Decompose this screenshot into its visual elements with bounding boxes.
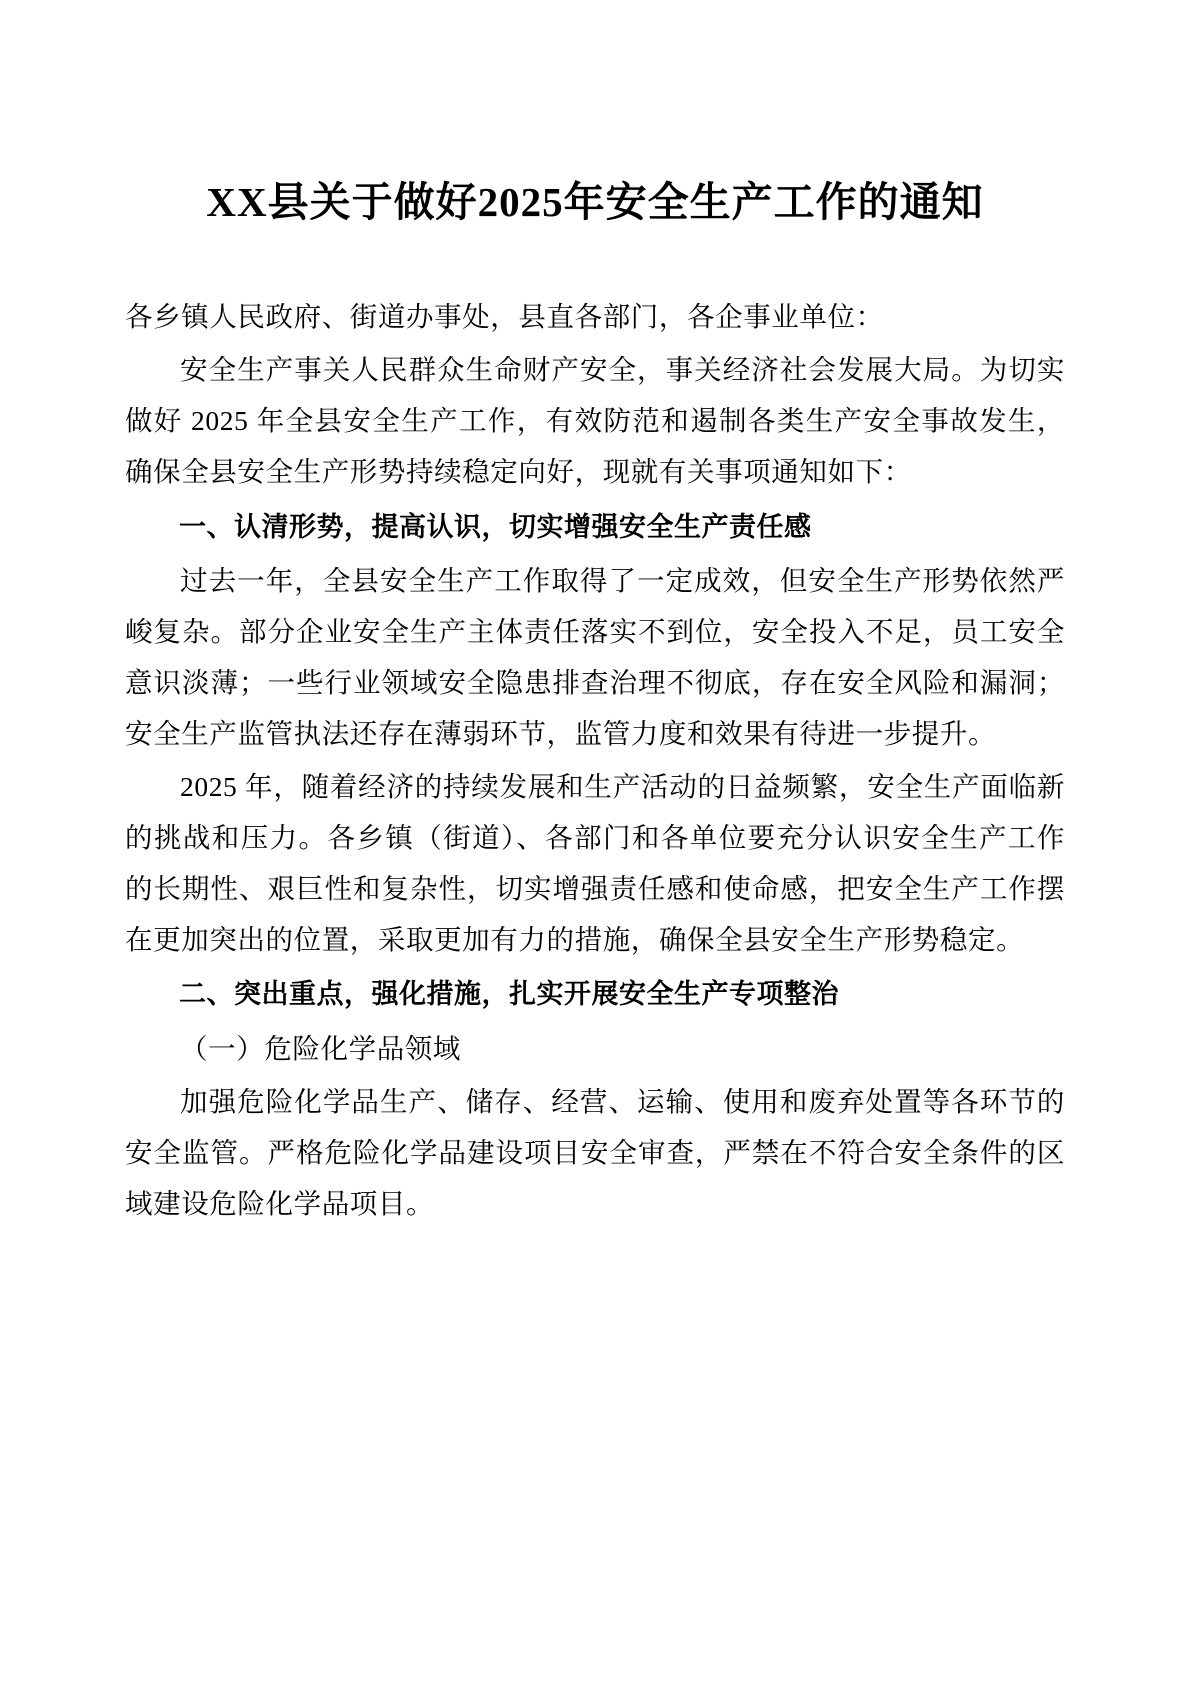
addressee-line: 各乡镇人民政府、街道办事处，县直各部门，各企事业单位： — [125, 301, 884, 333]
section-two-paragraph-1: 加强危险化学品生产、储存、经营、运输、使用和废弃处置等各环节的安全监管。严格危险化学品建设项目安全审查，严禁在不符合安全条件的区域建设危险化学品项目。 — [125, 1085, 1065, 1219]
page-title: XX县关于做好2025年安全生产工作的通知 — [206, 179, 984, 225]
section-heading-one: 一、认清形势，提高认识，切实增强安全生产责任感 — [179, 511, 812, 543]
subsection-heading-one: （一）危险化学品领域 — [180, 1033, 461, 1065]
intro-paragraph: 安全生产事关人民群众生命财产安全，事关经济社会发展大局。为切实做好 2025 年全县安全生产工作，有效防范和遏制各类生产安全事故发生，确保全县安全生产形势持续稳定向好，现就有关事项通知如下： — [125, 354, 1065, 487]
section-one-paragraph-2: 2025 年，随着经济的持续发展和生产活动的日益频繁，安全生产面临新的挑战和压力。各乡镇（街道）、各部门和各单位要充分认识安全生产工作的长期性、艰巨性和复杂性，切实增强责任感和使命感，把安全生产工作摆在更加突出的位置，采取更加有力的措施，确保全县安全生产形势稳定。 — [125, 770, 1065, 955]
section-one-paragraph-1: 过去一年，全县安全生产工作取得了一定成效，但安全生产形势依然严峻复杂。部分企业安全生产主体责任落实不到位，安全投入不足，员工安全意识淡薄；一些行业领域安全隐患排查治理不彻底，存在安全风险和漏洞；安全生产监管执法还存在薄弱环节，监管力度和效果有待进一步提升。 — [125, 565, 1065, 750]
section-heading-two: 二、突出重点，强化措施，扎实开展安全生产专项整治 — [179, 979, 839, 1011]
